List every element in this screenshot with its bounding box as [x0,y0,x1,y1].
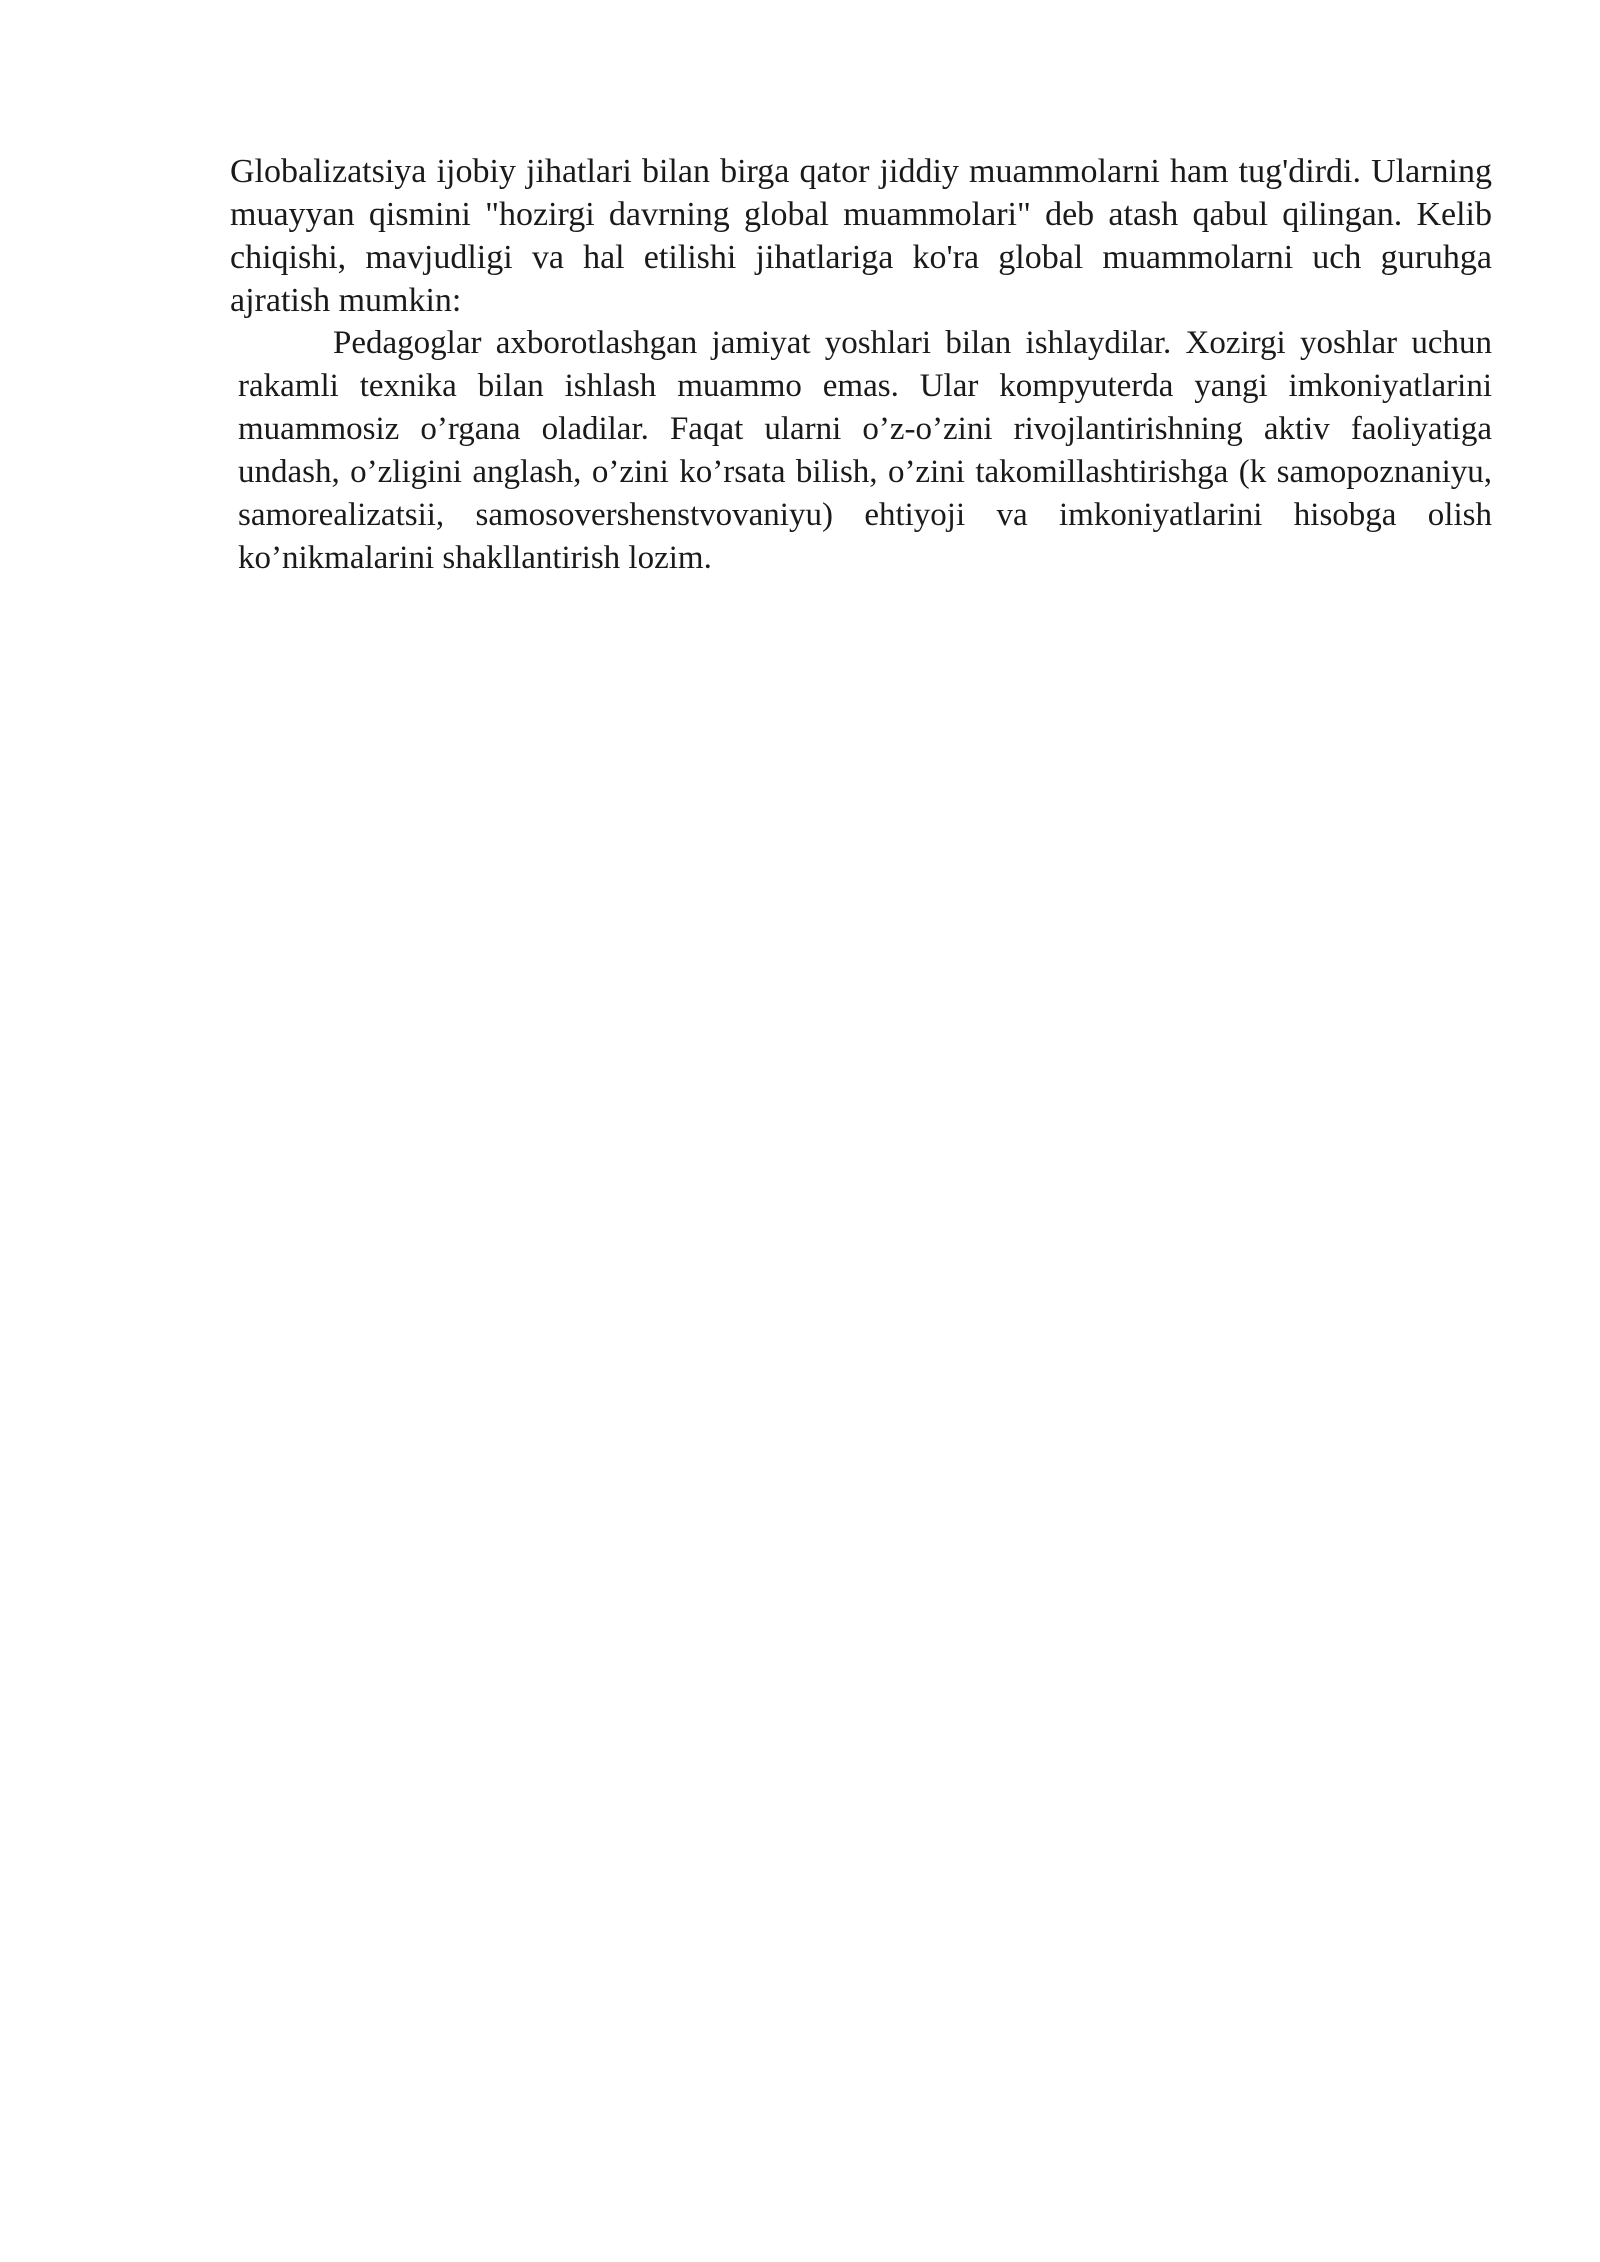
paragraph-globalization-intro: Globalizatsiya ijobiy jihatlari bilan birga qator jiddiy muammolarni ham tug'dirdi. Ularning muayyan qismini "hozirgi davrning global muammolari" deb atash qabul qilingan. Kelib chiqishi, mavjudligi va hal etilishi jihatlariga ko'ra global muammolarni uch guruhga ajratish mumkin: [230,153,1492,319]
paragraph-pedagogues: Pedagoglar axborotlashgan jamiyat yoshlari bilan ishlaydilar. Xozirgi yoshlar uchun rakamli texnika bilan ishlash muammo emas. Ular kompyuterda yangi imkoniyatlarini muammosiz o’rgana oladilar. Faqat ularni o’z-o’zini rivojlantirishning aktiv faoliyatiga undash, o’zligini anglash, o’zini ko’rsata bilish, o’zini takomillashtirishga (k samopoznaniyu, samorealizatsii, samosovershenstvovaniyu) ehtiyoji va imkoniyatlarini hisobga olish ko’nikmalarini shakllantirish lozim. [238,325,1492,576]
document-body [230,150,1492,580]
